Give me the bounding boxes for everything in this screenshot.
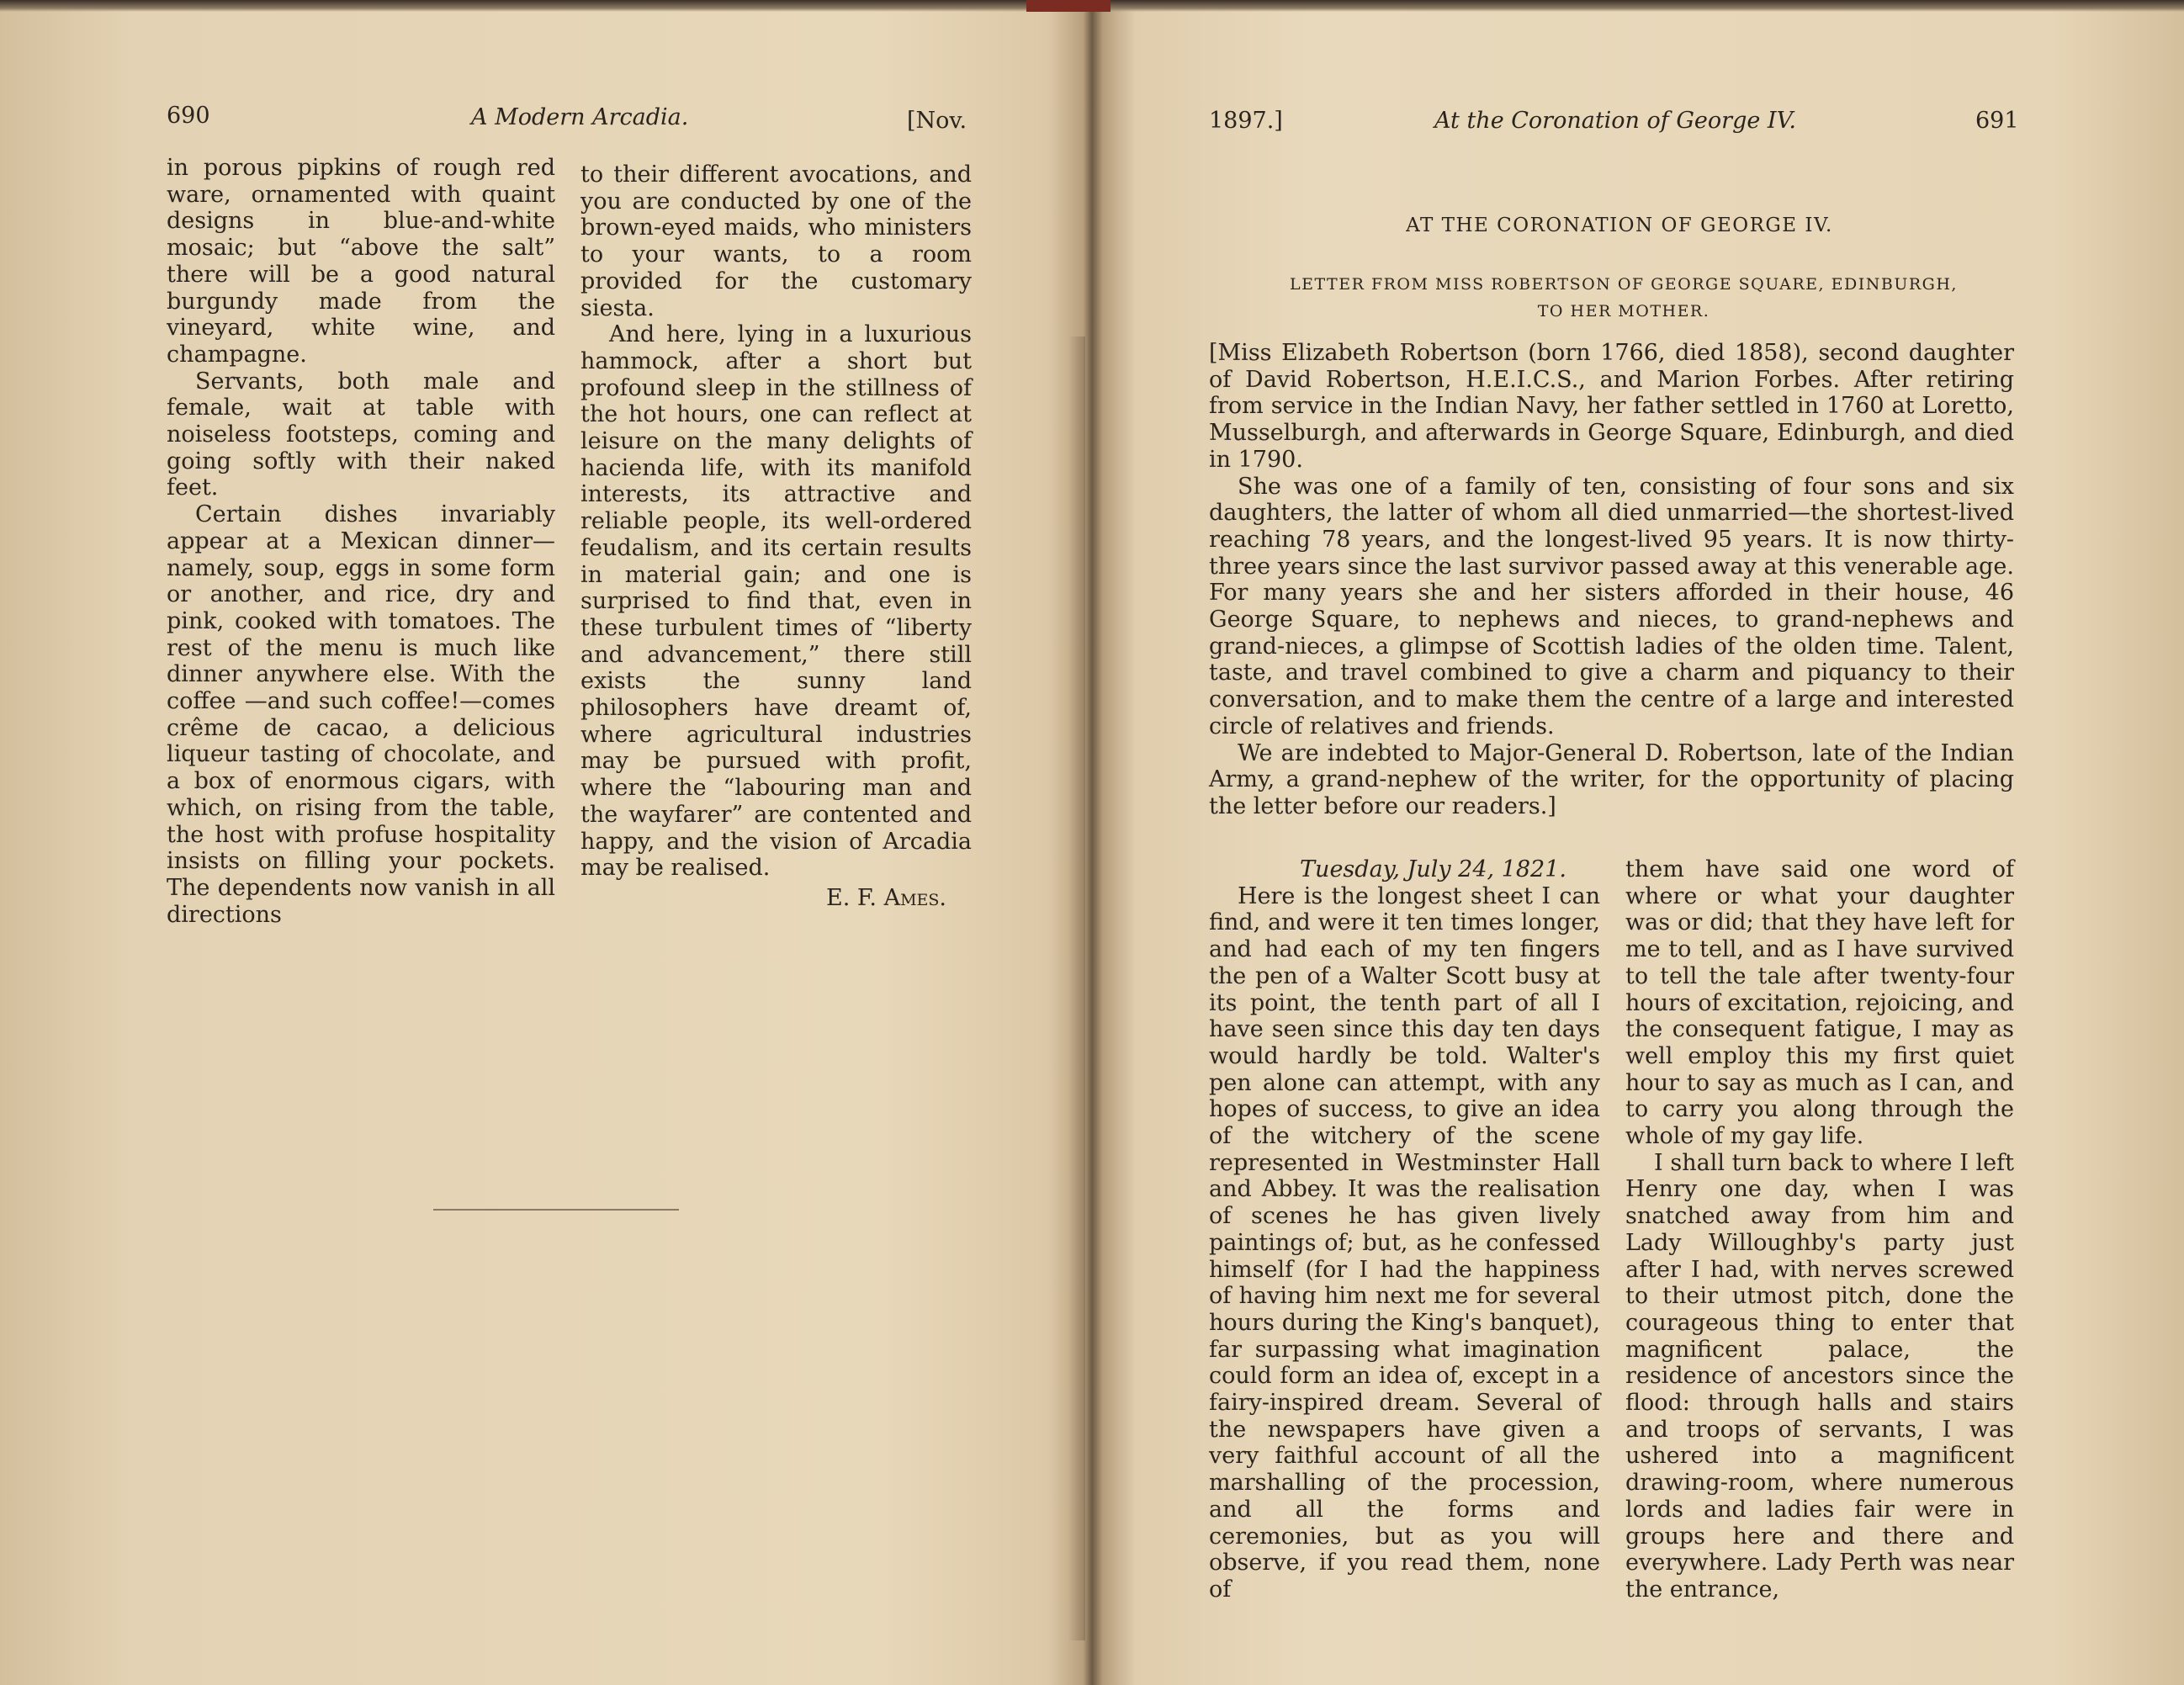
page-number: 690: [167, 103, 210, 129]
paragraph: Certain dishes invariably appear at a Mexican dinner—namely, soup, eggs in some form or another, and rice, dry and pink, cooked with tomatoes. The rest of the menu is much like dinner anywhere else. With the coffee —and such coffee!—comes crême de cacao, a delicious liqueur tasting of chocolate, and a box of enormous cigars, with which, on rising from the table, the host with profuse hospitality insists on filling your pockets. The dependents now vanish in all directions: [167, 501, 555, 928]
right-column-2: [1625, 856, 2014, 1603]
right-column-1: [1209, 856, 1600, 1603]
paragraph: Here is the longest sheet I can find, and were it ten times longer, and had each of my ten fingers the pen of a Walter Scott busy at its point, the tenth part of all I have seen since this day ten days would hardly be told. Walter's pen alone can attempt, with any hopes of success, to give an idea of the witchery of the scene represented in Westminster Hall and Abbey. It was the realisation of scenes he has given lively paintings of; but, as he confessed himself (for I had the happiness of having him next me for several hours during the King's banquet), far surpassing what imagination could form an idea of, except in a fairy-inspired dream. Several of the newspapers have given a very faithful account of all the marshalling of the procession, and all the forms and ceremonies, but as you will observe, if you read them, none of: [1209, 882, 1600, 1603]
issue-month: [Nov.: [907, 108, 967, 134]
issue-year: 1897.]: [1209, 108, 1283, 134]
article-subtitle: [1237, 271, 2011, 325]
paragraph: She was one of a family of ten, consisting of four sons and six daughters, the latter of whom all died unmarried—the shortest-lived reaching 78 years, and the longest-lived 95 years. It is now thirty-three years since the last survivor passed away at this venerable age. For many years she and her sisters afforded in their house, 46 George Square, to nephews and nieces, to grand-nephews and grand-nieces, a glimpse of Scottish ladies of the olden time. Talent, taste, and travel combined to give a charm and piquancy to their conversation, and to make them the centre of a large and interested circle of relatives and friends.: [1209, 473, 2014, 739]
article-title: AT THE CORONATION OF GEORGE IV.: [1406, 215, 1833, 236]
paragraph: in porous pipkins of rough red ware, ornamented with quaint designs in blue-and-white mosaic; but “above the salt” there will be a good natural burgundy made from the vineyard, white wine, and champagne.: [167, 155, 555, 368]
paragraph: I shall turn back to where I left Henry one day, when I was snatched away from him and Lady Willoughby's party just after I had, with nerves screwed to their utmost pitch, done the courageous thing to enter that magnificent palace, the residence of ancestors since the flood: through halls and stairs and troops of servants, I was ushered into a magnificent drawing-room, where numerous lords and ladies fair were in groups here and there and everywhere. Lady Perth was near the entrance,: [1625, 1149, 2014, 1603]
running-head: At the Coronation of George IV.: [1434, 108, 1796, 134]
running-head: A Modern Arcadia.: [471, 104, 689, 130]
editorial-introduction: [1209, 340, 2014, 820]
paragraph: And here, lying in a luxurious hammock, after a short but profound sleep in the stillness of the hot hours, one can reflect at leisure on the many delights of hacienda life, with its manifold interests, its attractive and reliable people, its well-ordered feudalism, and its certain results in material gain; and one is surprised to find that, even in these turbulent times of “liberty and advancement,” there still exists the sunny land philosophers have dreamt of, where agricultural industries may be pursued with profit, where the “labouring man and the wayfarer” are contented and happy, and the vision of Arcadia may be realised.: [580, 321, 972, 882]
subtitle-line: LETTER FROM MISS ROBERTSON OF GEORGE SQUARE, EDINBURGH,: [1290, 275, 1958, 294]
paragraph: Servants, both male and female, wait at table with noiseless footsteps, coming and going softly with their naked feet.: [167, 368, 555, 501]
paragraph: to their different avocations, and you are conducted by one of the brown-eyed maids, who ministers to your wants, to a room provided for the customary siesta.: [580, 162, 972, 321]
subtitle-line: TO HER MOTHER.: [1537, 302, 1710, 321]
paragraph: We are indebted to Major-General D. Robertson, late of the Indian Army, a grand-nephew of the writer, for the opportunity of placing the letter before our readers.]: [1209, 739, 2014, 819]
page-number: 691: [1975, 108, 2019, 134]
left-column-2: [580, 162, 972, 912]
paragraph: them have said one word of where or what your daughter was or did; that they have left for me to tell, and as I have survived to tell the tale after twenty-four hours of excitation, rejoicing, and the consequent fatigue, I may as well employ this my first quiet hour to say as much as I can, and to carry you along through the whole of my gay life.: [1625, 856, 2014, 1150]
letter-dateline: Tuesday, July 24, 1821.: [1300, 856, 1566, 882]
author-signature: E. F. Ames.: [826, 884, 946, 911]
left-column-1: [167, 155, 555, 928]
paragraph: [Miss Elizabeth Robertson (born 1766, died 1858), second daughter of David Robertson, H.E.I.C.S., and Marion Forbes. After retiring from service in the Indian Navy, her father settled in 1760 at Loretto, Musselburgh, and afterwards in George Square, Edinburgh, and died in 1790.: [1209, 340, 2014, 473]
section-divider: [433, 1209, 679, 1211]
left-page: [0, 0, 1085, 1685]
